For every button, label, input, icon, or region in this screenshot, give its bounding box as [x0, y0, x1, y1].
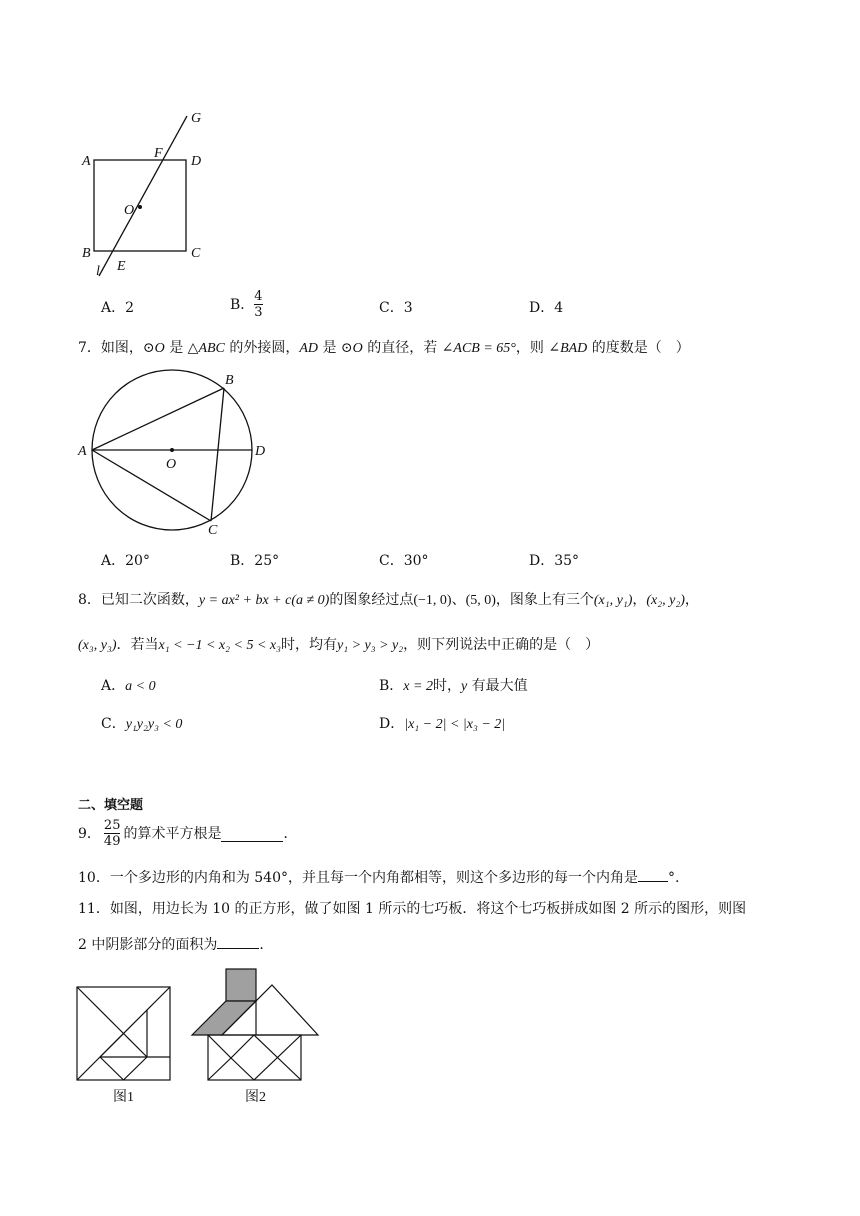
label-o: O — [124, 203, 135, 218]
question-10: 10．一个多边形的内角和为 540°，并且每一个内角都相等，则这个多边形的每一个内角是 °. — [78, 865, 679, 888]
question-7-stem: 7．如图，⊙O 是 △ABC 的外接圆，AD 是 ⊙O 的直径，若 ∠ACB = 65°，则 ∠BAD 的度数是（ ） — [78, 340, 690, 356]
label-a: A — [78, 444, 87, 459]
fraction: $\frac{4}{3}$ — [254, 289, 263, 320]
center-point-o — [138, 205, 142, 209]
segment-bc — [211, 388, 224, 521]
q6-option-c[interactable]: C．3 — [379, 300, 413, 316]
shaded-square — [226, 969, 256, 1001]
center-point-o — [170, 448, 174, 452]
figure-tangram-house — [190, 966, 320, 1086]
question-8-stem-line1: 8．已知二次函数，y = ax² + bx + c(a ≠ 0)的图象经过点(−1, 0)、(5, 0)，图象上有三个(x₁, y₁)，(x₂, y₂)， — [78, 592, 699, 608]
label-c: C — [208, 523, 218, 538]
q8-option-c[interactable]: C．y₁y₂y₃ < 0 — [101, 716, 183, 732]
label-e: E — [117, 259, 126, 274]
q8-option-a[interactable]: A．a < 0 — [101, 678, 156, 694]
line-l — [99, 116, 187, 276]
label-g: G — [191, 111, 202, 126]
label-d: D — [255, 444, 266, 459]
segment-ac — [92, 450, 211, 521]
answer-blank[interactable] — [221, 825, 283, 842]
q7-option-c[interactable]: C．30° — [379, 553, 429, 569]
fraction: $\frac{25}{49}$ — [103, 818, 121, 849]
q7-option-a[interactable]: A．20° — [101, 553, 150, 569]
q8-option-b[interactable]: B．x = 2时，y 有最大值 — [379, 678, 528, 694]
question-11-line2: 2 中阴影部分的面积为 ． — [78, 932, 273, 955]
q8-option-d[interactable]: D．|x₁ − 2| < |x₃ − 2| — [379, 716, 506, 732]
answer-blank[interactable] — [638, 865, 668, 882]
caption-figure-1: 图1 — [113, 1090, 134, 1105]
shaded-parallelogram — [192, 1001, 256, 1035]
q7-option-d[interactable]: D．35° — [529, 553, 580, 569]
figure-tangram-square — [76, 986, 172, 1082]
question-8-stem-line2: (x₃, y₃)．若当x₁ < −1 < x₂ < 5 < x₃时，均有y₁ > y₃ > y₂，则下列说法中正确的是（ ） — [78, 637, 600, 653]
figure-square-line — [70, 100, 220, 285]
figure-circle-triangle — [72, 366, 277, 538]
label-b: B — [225, 373, 234, 388]
q6-option-b[interactable]: B． $\frac{4}{3}$ — [230, 289, 263, 320]
label-b: B — [82, 246, 91, 261]
section-heading: 二、填空题 — [78, 798, 144, 813]
label-d: D — [191, 154, 202, 169]
question-9: 9． $\frac{25}{49}$ 的算术平方根是 ． — [78, 818, 298, 849]
q6-option-d[interactable]: D．4 — [529, 300, 564, 316]
label-f: F — [154, 146, 163, 161]
question-11-line1: 11．如图，用边长为 10 的正方形，做了如图 1 所示的七巧板．将这个七巧板拼成如图 2 所示的图形，则图 — [78, 901, 747, 917]
label-l: l — [96, 264, 100, 279]
caption-figure-2: 图2 — [245, 1090, 266, 1105]
label-c: C — [191, 246, 201, 261]
q6-option-a[interactable]: A．2 — [101, 300, 135, 316]
q7-option-b[interactable]: B．25° — [230, 553, 280, 569]
label-o: O — [166, 457, 177, 472]
label-a: A — [82, 154, 91, 169]
answer-blank[interactable] — [217, 932, 259, 949]
